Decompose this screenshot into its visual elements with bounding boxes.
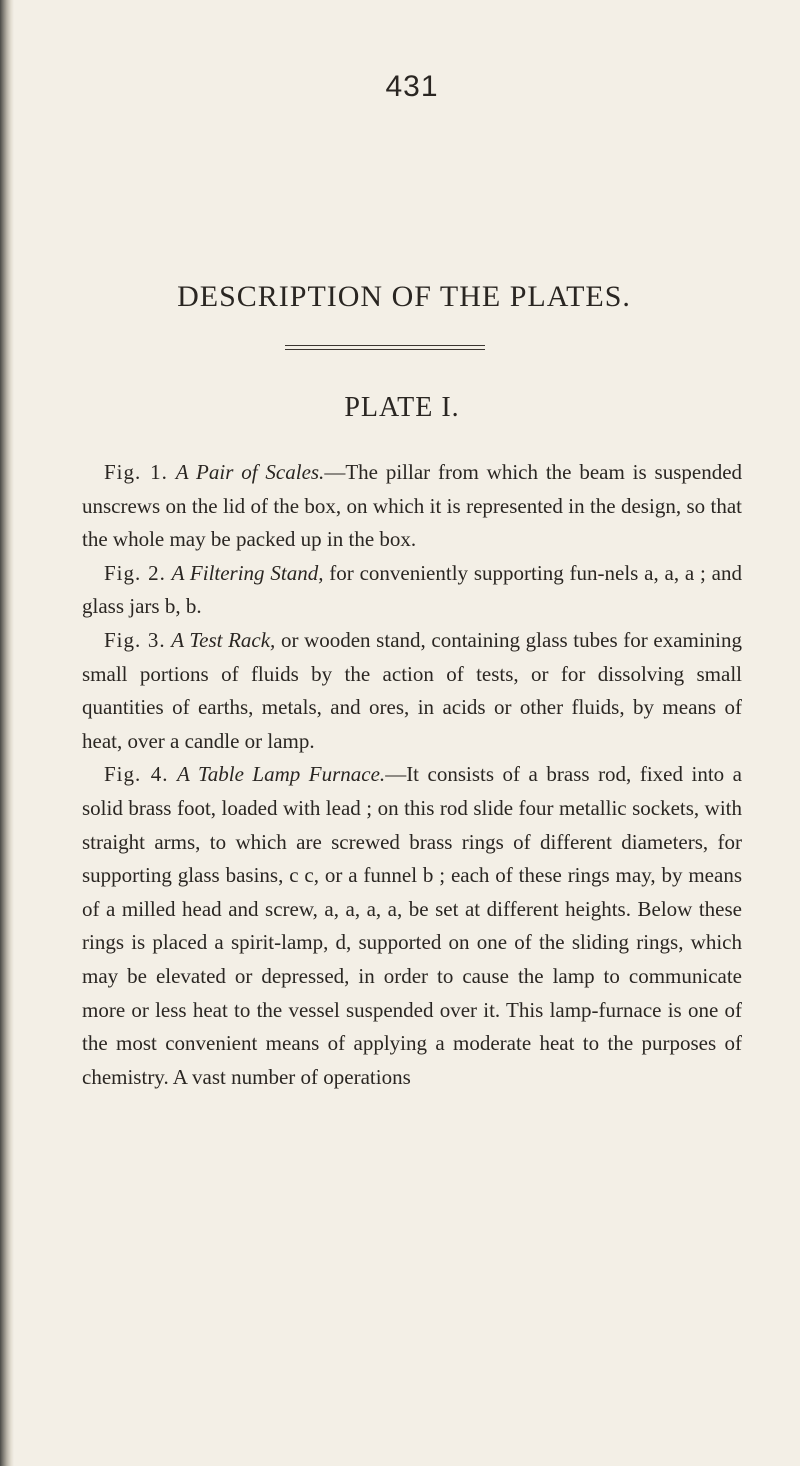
divider-rule bbox=[285, 345, 485, 346]
figure-description: —The pillar from which the beam is suspended unscrews on the lid of the box, on which it is represented in the design, so that the whole may be packed up in the box. bbox=[82, 460, 743, 552]
figure-paragraph bbox=[82, 758, 742, 1094]
divider-rule bbox=[285, 349, 485, 350]
figure-label: Fig. 2. bbox=[104, 560, 166, 585]
binding-gutter bbox=[0, 0, 14, 1466]
figure-label: Fig. 3. bbox=[104, 627, 166, 652]
figure-title: A Filtering Stand, bbox=[171, 560, 324, 585]
figure-title: A Pair of Scales. bbox=[175, 460, 325, 484]
figure-paragraph bbox=[82, 557, 742, 624]
body-text bbox=[82, 456, 742, 1094]
figure-description: for conveniently supporting fun-nels a, a, a ; and glass jars b, b. bbox=[82, 560, 742, 619]
figure-paragraph bbox=[82, 624, 742, 758]
figure-description: or wooden stand, containing glass tubes for examining small portions of fluids by the action of tests, or for dissolving small quantities of earths, metals, and ores, in acids or other fluids, by means of heat, over a candle or lamp. bbox=[82, 627, 743, 753]
page-number: 431 bbox=[385, 70, 439, 103]
figure-paragraph bbox=[82, 456, 742, 557]
figure-title: A Table Lamp Furnace. bbox=[177, 762, 386, 787]
plate-heading: PLATE I. bbox=[344, 392, 460, 423]
figure-description: —It consists of a brass rod, fixed into a solid brass foot, loaded with lead ; on this rod slide four metallic sockets, with straight arms, to which are screwed brass rings of different diameters, for supporting glass basins, c c, or a funnel b ; each of these rings may, by means of a milled head and screw, a, a, a, a, be set at different heights. Below these rings is placed a spirit-lamp, d, supported on one of the sliding rings, which may be elevated or depressed, in order to cause the lamp to communicate more or less heat to the vessel suspended over it. This lamp-furnace is one of the most convenient means of applying a moderate heat to the purposes of chemistry. A vast number of operations bbox=[82, 762, 742, 1089]
figure-title: A Test Rack, bbox=[171, 627, 276, 652]
figure-label: Fig. 4. bbox=[104, 762, 169, 787]
page-title: DESCRIPTION OF THE PLATES. bbox=[177, 280, 631, 313]
figure-label: Fig. 1. bbox=[104, 460, 168, 484]
